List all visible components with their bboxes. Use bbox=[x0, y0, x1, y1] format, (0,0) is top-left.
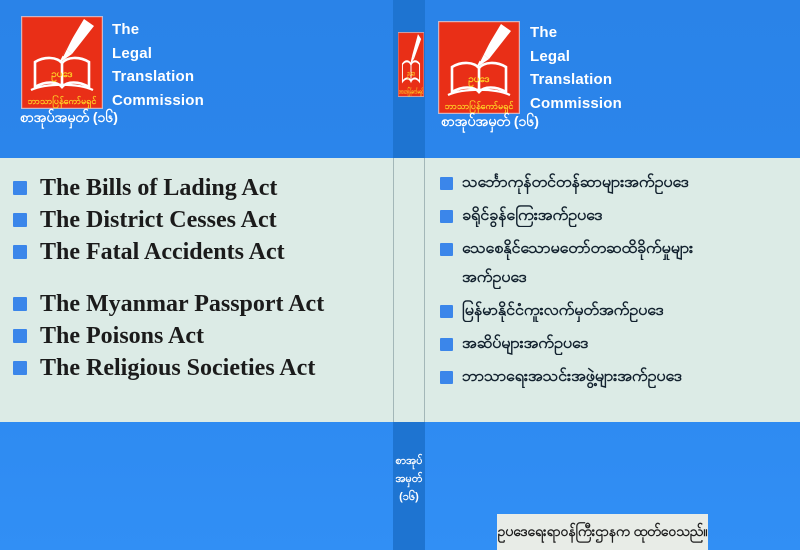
act-title: သေစေနိုင်သောမတော်တဆထိခိုက်မှုများ bbox=[462, 240, 694, 257]
act-bullet bbox=[440, 338, 453, 351]
act-title: မြန်မာနိုင်ငံကူးလက်မှတ်အက်ဥပဒေ bbox=[462, 302, 664, 319]
act-title: The District Cesses Act bbox=[40, 206, 277, 233]
commission-logo-graphic bbox=[438, 21, 520, 114]
commission-logo bbox=[21, 16, 103, 109]
act-bullet bbox=[13, 329, 27, 343]
spine-label-line: (၁၆) bbox=[399, 491, 419, 503]
act-title: အက်ဥပဒေ bbox=[462, 269, 527, 286]
book-number-back: စာအုပ်အမှတ် (၁၆) bbox=[20, 109, 118, 125]
act-bullet bbox=[440, 243, 453, 256]
act-title: ခရိုင်ခွန်ကြေးအက်ဥပဒေ bbox=[462, 207, 603, 224]
act-title: The Poisons Act bbox=[40, 322, 205, 349]
commission-title-back bbox=[112, 18, 204, 112]
spine-label-line: စာအုပ် bbox=[395, 455, 423, 467]
act-row bbox=[13, 320, 324, 352]
commission-logo bbox=[438, 21, 520, 114]
act-title: အဆိပ်များအက်ဥပဒေ bbox=[462, 335, 589, 352]
title-line: The bbox=[112, 21, 140, 38]
book-number-front: စာအုပ်အမှတ် (၁၆) bbox=[441, 113, 539, 129]
publisher-strip: ဥပဒေရေးရာဝန်ကြီးဌာနက ထုတ်ဝေသည်။ bbox=[497, 514, 708, 550]
title-line: Commission bbox=[112, 91, 205, 109]
act-bullet bbox=[13, 181, 27, 195]
spine-mini-logo bbox=[398, 32, 424, 97]
logo-banner-text: ဘာသာပြန်ကော်မရှင် bbox=[444, 101, 514, 111]
spine-label-line: အမှတ် bbox=[395, 473, 423, 485]
act-row bbox=[440, 366, 792, 388]
act-bullet bbox=[440, 371, 453, 384]
act-row-continuation bbox=[440, 267, 792, 289]
title-line: Translation bbox=[530, 71, 613, 88]
spine-book-number bbox=[392, 452, 426, 506]
act-bullet bbox=[440, 305, 453, 318]
act-title: ဘာသာရေးအသင်းအဖွဲ့များအက်ဥပဒေ bbox=[462, 368, 682, 385]
logo-law-text: ဥပဒေ bbox=[407, 70, 415, 78]
spine-crease-right bbox=[424, 158, 425, 422]
act-row bbox=[13, 288, 324, 320]
act-row bbox=[13, 204, 324, 236]
act-bullet bbox=[13, 297, 27, 311]
act-title: The Bills of Lading Act bbox=[40, 174, 278, 201]
logo-law-text: ဥပဒေ bbox=[51, 69, 73, 80]
title-line: Legal bbox=[112, 44, 153, 62]
act-row bbox=[440, 300, 792, 322]
act-bullet bbox=[13, 361, 27, 375]
act-title: The Religious Societies Act bbox=[40, 354, 316, 381]
act-title: The Fatal Accidents Act bbox=[40, 238, 285, 265]
act-row bbox=[440, 333, 792, 355]
logo-law-text: ဥပဒေ bbox=[468, 74, 490, 85]
act-bullet bbox=[13, 213, 27, 227]
act-row bbox=[13, 236, 324, 268]
act-row bbox=[440, 172, 792, 194]
act-row bbox=[13, 172, 324, 204]
act-bullet bbox=[13, 245, 27, 259]
logo-banner-text: ဘာသာပြန်ကော်မရှင် bbox=[27, 96, 97, 106]
title-line: Commission bbox=[530, 94, 623, 112]
act-row bbox=[440, 205, 792, 227]
commission-logo-graphic bbox=[21, 16, 103, 109]
act-title: The Myanmar Passport Act bbox=[40, 290, 325, 317]
acts-list-english bbox=[13, 172, 324, 384]
spine-mini-logo-graphic bbox=[398, 32, 424, 97]
act-title: သင်္ဘောကုန်တင်တန်ဆာများအက်ဥပဒေ bbox=[462, 174, 689, 191]
title-line: Legal bbox=[530, 47, 571, 65]
acts-list-burmese bbox=[440, 172, 792, 399]
act-row bbox=[440, 238, 792, 260]
act-bullet bbox=[440, 177, 453, 190]
act-row bbox=[13, 352, 324, 384]
spine-crease-left bbox=[393, 158, 394, 422]
title-line: The bbox=[530, 24, 558, 41]
commission-title-front bbox=[530, 21, 622, 115]
title-line: Translation bbox=[112, 68, 195, 85]
act-bullet bbox=[440, 210, 453, 223]
logo-banner-text: ဘာသာပြန်ကော်မရှင် bbox=[398, 88, 424, 97]
